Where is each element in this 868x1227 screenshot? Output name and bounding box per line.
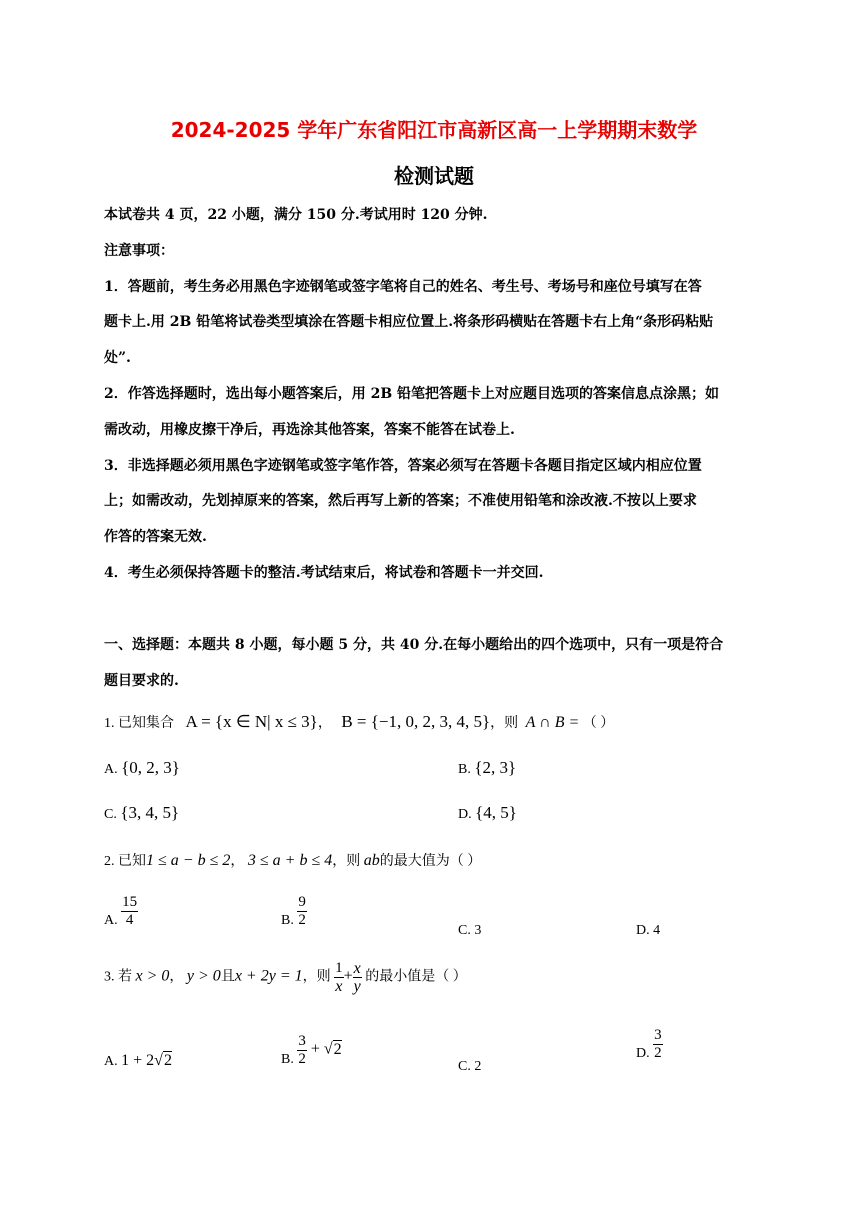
question-1-prefix: 1. 已知集合 (104, 716, 174, 731)
notice-1-line-2: 题卡上.用 2B 铅笔将试卷类型填涂在答题卡相应位置上.将条形码横贴在答题卡右上角“条形码粘贴 (104, 314, 714, 330)
question-1-option-a (104, 758, 180, 778)
question-3-condition-3: x + 2y = 1 (234, 967, 303, 985)
option-label: C. (104, 807, 117, 822)
fraction-denominator: 2 (654, 1045, 662, 1061)
question-3-plus: + (343, 967, 353, 985)
question-2-option-d (636, 923, 660, 939)
question-2-condition-1: 1 ≤ a − b ≤ 2 (146, 852, 231, 869)
question-3-option-d (636, 1027, 663, 1062)
fraction-numerator: 9 (298, 894, 306, 910)
notice-1-line-3: 处”. (104, 350, 131, 366)
option-fraction (297, 1033, 307, 1068)
question-2 (104, 850, 481, 870)
question-3-and: 且 (220, 969, 235, 985)
section-heading-line-1: 一、选择题：本题共 8 小题，每小题 5 分，共 40 分.在每小题给出的四个选项中，只有一项是符合 (104, 637, 724, 653)
fraction-denominator: y (353, 978, 361, 995)
question-1-option-c (104, 803, 179, 823)
fraction-numerator: x (353, 960, 361, 977)
option-label: B. (281, 913, 294, 928)
notice-3-line-1: 3．非选择题必须用黑色字迹钢笔或签字笔作答，答案必须写在答题卡各题目指定区域内相应位置 (104, 458, 702, 474)
notice-2-line-1: 2．作答选择题时，选出每小题答案后，用 2B 铅笔把答题卡上对应题目选项的答案信息点涂黑；如 (104, 386, 720, 402)
section-heading-line-2: 题目要求的. (104, 673, 179, 689)
notice-4: 4．考生必须保持答题卡的整洁.考试结束后，将试卷和答题卡一并交回. (104, 565, 544, 581)
option-plus: + (306, 1040, 324, 1058)
question-2-condition-2: 3 ≤ a + b ≤ 4 (247, 852, 333, 869)
option-value: {2, 3} (474, 758, 517, 777)
question-3-option-b (281, 1033, 342, 1068)
notice-heading: 注意事项： (104, 243, 174, 259)
option-fraction (121, 894, 138, 929)
question-3-sep: ， (169, 969, 184, 985)
option-label: B. (458, 762, 471, 777)
option-value: 3 (474, 923, 482, 938)
option-value: {0, 2, 3} (121, 758, 180, 777)
notice-1-line-1: 1．答题前，考生务必用黑色字迹钢笔或签字笔将自己的姓名、考生号、考场号和座位号填写在答 (104, 279, 702, 295)
question-2-option-b (281, 894, 307, 929)
option-label: C. (458, 1059, 471, 1074)
option-value: 2 (474, 1059, 482, 1074)
question-2-option-c (458, 923, 481, 939)
notice-3-line-2: 上；如需改动，先划掉原来的答案，然后再写上新的答案；不准使用铅笔和涂改液.不按以上要求 (104, 493, 697, 509)
fraction-numerator: 1 (335, 960, 343, 976)
question-1-set-b: B = {−1, 0, 2, 3, 4, 5} (341, 712, 491, 731)
option-label: A. (104, 1054, 118, 1069)
question-1 (104, 712, 614, 732)
question-1-set-a: A = {x ∈ N| x ≤ 3} (185, 712, 318, 731)
fraction-denominator: 2 (298, 912, 306, 928)
option-fraction (653, 1027, 663, 1062)
option-label: A. (104, 913, 118, 928)
question-3-option-c (458, 1059, 481, 1075)
fraction-numerator: 3 (298, 1033, 306, 1049)
question-3-fraction-2 (353, 960, 362, 995)
sqrt-radicand: 2 (163, 1052, 172, 1069)
question-1-comma: ， (317, 716, 332, 731)
question-3-prefix: 3. 若 (104, 969, 132, 985)
question-3-condition-2: y > 0 (186, 967, 221, 985)
question-3-suffix: 的最小值是（ ） (365, 969, 467, 985)
option-value: {3, 4, 5} (120, 803, 180, 822)
fraction-numerator: 15 (122, 894, 138, 910)
exam-summary: 本试卷共 4 页，22 小题，满分 150 分.考试用时 120 分钟. (104, 207, 488, 223)
fraction-denominator: 2 (298, 1051, 306, 1067)
question-1-option-b (458, 758, 516, 778)
question-1-paren: （ ） (582, 716, 615, 731)
option-label: D. (636, 923, 650, 938)
option-label: A. (104, 762, 118, 777)
question-2-option-a (104, 894, 138, 929)
option-value: {4, 5} (475, 803, 517, 822)
question-2-sep: ， (230, 854, 245, 869)
sqrt-radicand: 2 (333, 1040, 342, 1058)
question-2-suffix: 的最大值为（ ） (379, 854, 482, 869)
exam-title: 2024-2025 学年广东省阳江市高新区高一上学期期末数学 (170, 118, 698, 142)
option-fraction (297, 894, 307, 929)
fraction-denominator: 4 (125, 912, 134, 928)
notice-3-line-3: 作答的答案无效. (104, 529, 207, 545)
option-label: D. (636, 1046, 650, 1061)
question-3-option-a (104, 1052, 172, 1070)
question-1-option-d (458, 803, 517, 823)
option-label: D. (458, 807, 472, 822)
question-3-fraction-1 (334, 960, 344, 995)
question-3 (104, 960, 467, 995)
exam-subtitle: 检测试题 (394, 164, 474, 188)
sqrt-icon: √ (323, 1040, 333, 1058)
option-label: B. (281, 1052, 294, 1067)
question-2-prefix: 2. 已知 (104, 854, 146, 869)
question-1-then: ，则 (490, 716, 519, 731)
fraction-numerator: 3 (654, 1027, 662, 1043)
option-value: 4 (653, 923, 661, 938)
question-2-then: ，则 (332, 854, 361, 869)
question-3-condition-1: x > 0 (135, 967, 170, 985)
question-2-var: ab (363, 852, 380, 869)
notice-2-line-2: 需改动，用橡皮擦干净后，再选涂其他答案，答案不能答在试卷上. (104, 422, 515, 438)
question-3-then: ，则 (302, 969, 331, 985)
fraction-denominator: x (335, 978, 343, 995)
option-label: C. (458, 923, 471, 938)
question-1-expr: A ∩ B = (525, 714, 580, 731)
option-value-prefix: 1 + 2 (121, 1052, 155, 1069)
sqrt-icon: √ (154, 1052, 163, 1069)
